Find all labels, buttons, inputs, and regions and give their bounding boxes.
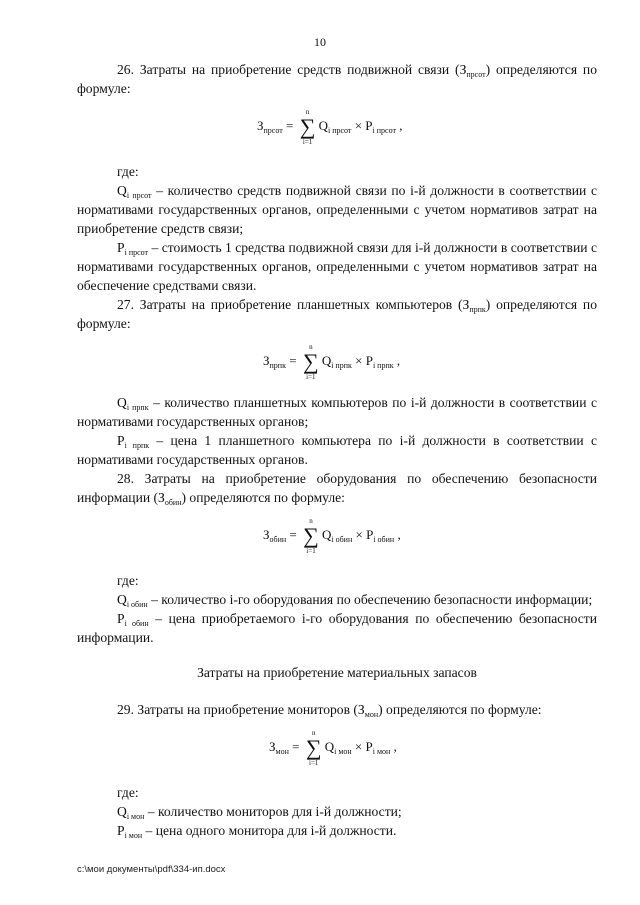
sum-symbol: n ∑ i=1 — [305, 729, 322, 767]
formula-26: $З_{прсот}$ = n ∑ i=1 $Q_{i прсот} \times P_{i прсот}$ , — [257, 108, 403, 146]
item-27-intro: 27. Затраты на приобретение планшетных компьютеров $(З_{прпк})$ определяются по формуле: — [77, 297, 597, 331]
item-29-intro: 29. Затраты на приобретение мониторов $(З_{мон})$ определяются по формуле: — [117, 702, 542, 719]
definition-q-29: $Q_{i мон}$ – количество мониторов для i-й должности; — [117, 804, 402, 821]
formula-27: $З_{прпк}$ = n ∑ i=1 $Q_{i прпк} \times P_{i прпк}$ , — [263, 343, 401, 381]
sum-symbol: n ∑ i=1 — [299, 108, 316, 146]
sum-symbol: n ∑ i=1 — [303, 517, 319, 555]
where-label-26: где: — [117, 164, 139, 179]
definition-p-28: $P_{i обин}$ – цена приобретаемого i-го оборудования по обеспечению безопасности информации. — [77, 611, 597, 645]
definition-q-28: $Q_{i обин}$ – количество i-го оборудования по обеспечению безопасности информации; — [117, 592, 593, 609]
definition-p-26: $P_{i прсот}$ – стоимость 1 средства подвижной связи для i-й должности в соответствии с нормативами государственных органов, определенными с учетом нормативов затрат на обеспечение средствами связи. — [77, 240, 597, 293]
sum-symbol: n ∑ i=1 — [302, 343, 319, 381]
definition-p-29: $P_{i мон}$ – цена одного монитора для i-й должности. — [117, 823, 397, 840]
where-label-29: где: — [117, 785, 139, 800]
formula-28: $З_{обин}$ = n ∑ i=1 $Q_{i обин} \times P_{i обин}$ , — [263, 517, 401, 555]
file-path-footer: c:\мои документы\pdf\334-ип.docx — [77, 864, 226, 875]
definition-q-27: $Q_{i прпк}$ – количество планшетных компьютеров по i-й должности в соответствии с нормативами государственных органов; — [77, 395, 597, 429]
where-label-28: где: — [117, 573, 139, 588]
definition-p-27: $P_{i прпк}$ – цена 1 планшетного компьютера по i-й должности в соответствии с нормативами государственных органов. — [77, 433, 597, 467]
formula-29: $З_{мон}$ = n ∑ i=1 $Q_{i мон} \times P_{i мон}$ , — [269, 729, 397, 767]
definition-q-26: $Q_{i прсот}$ – количество средств подвижной связи по i-й должности в соответствии с нормативами государственных органов, определенными с учетом нормативов затрат на приобретение средств связи; — [77, 183, 597, 236]
item-28-intro: 28. Затраты на приобретение оборудования по обеспечению безопасности информации $(З_{обин})$ определяются по формуле: — [77, 471, 597, 507]
item-26-intro: 26. Затраты на приобретение средств подвижной связи $(З_{прсот})$ определяются по формуле: — [77, 62, 598, 96]
section-heading: Затраты на приобретение материальных запасов — [197, 665, 477, 680]
document-body — [77, 60, 597, 840]
page-number: 10 — [314, 35, 326, 49]
